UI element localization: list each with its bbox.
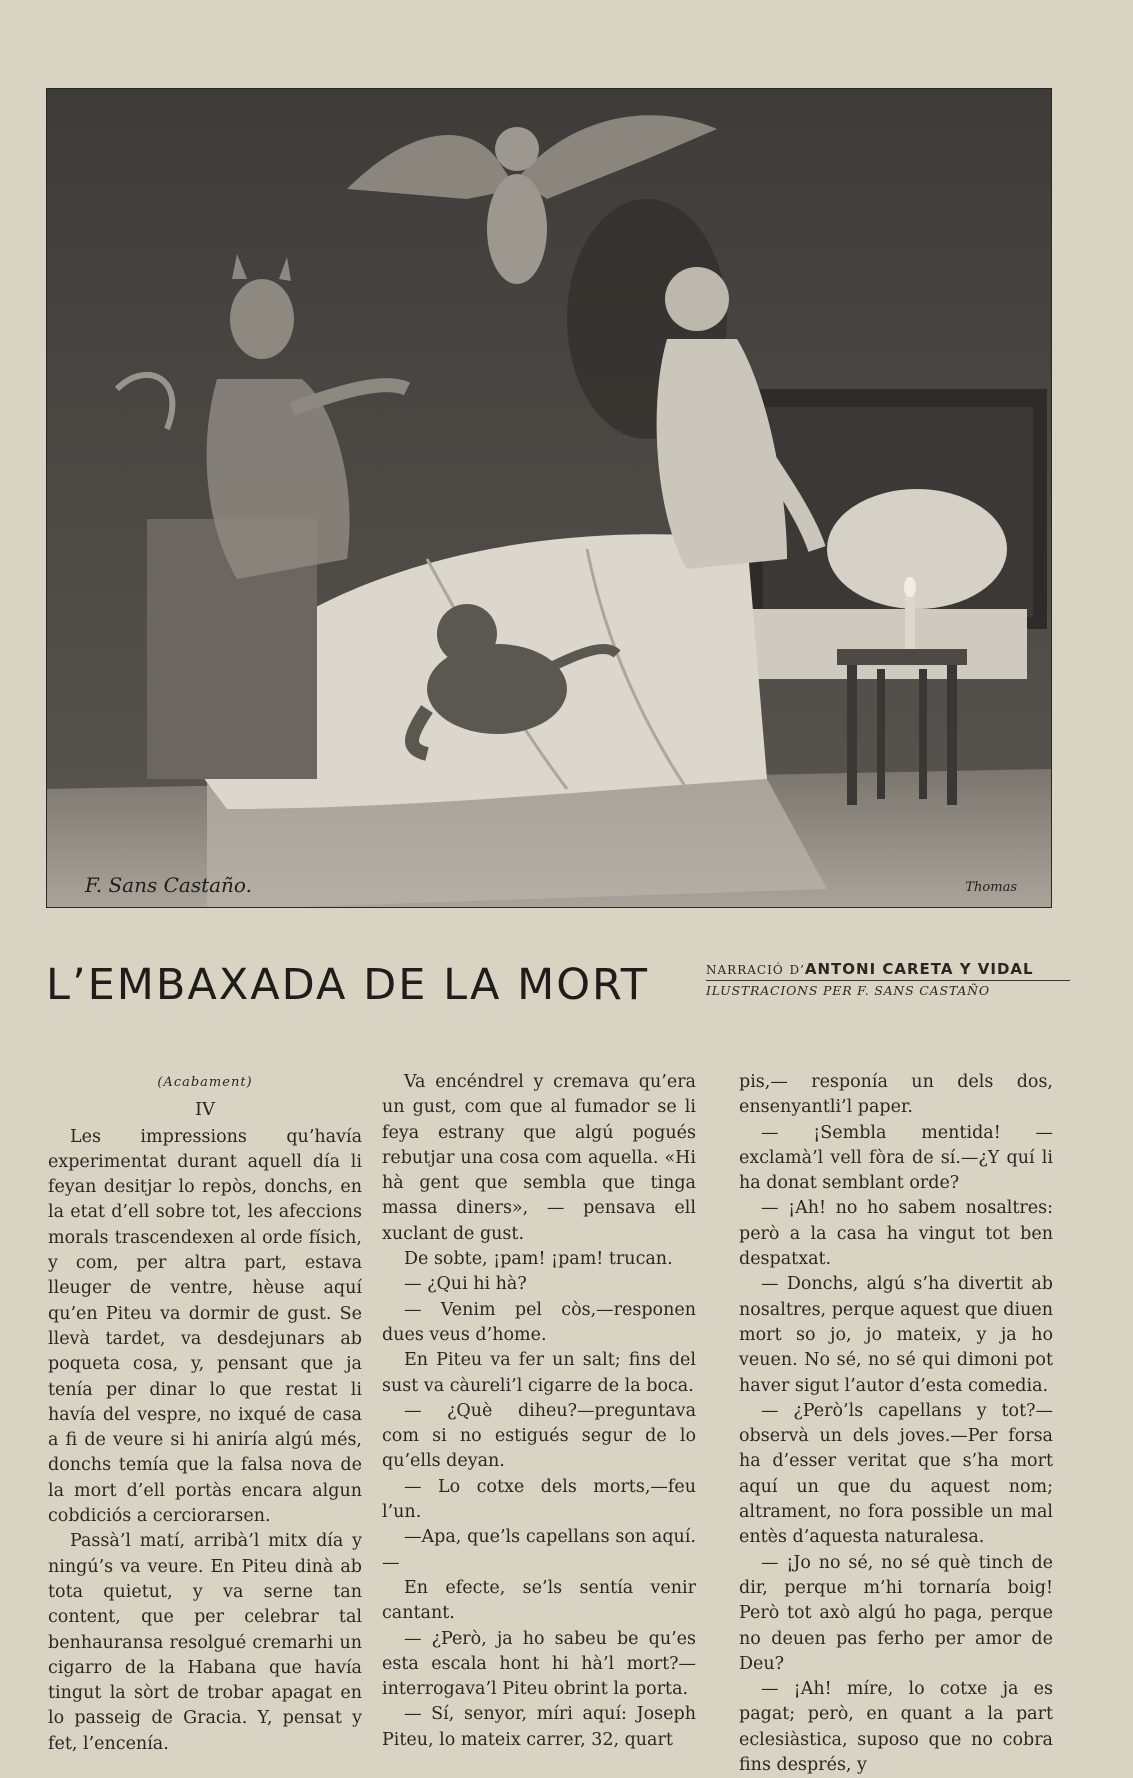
byline-d: D’: [789, 963, 805, 977]
paragraph: En Piteu va fer un salt; fins del sust va càureli’l cigarre de la boca.: [382, 1350, 696, 1396]
byline-prefix: NARRACIÓ: [706, 963, 784, 977]
paragraph: Va encéndrel y cremava qu’era un gust, com que al fumador se li feya estrany que algú pogués rebutjar una cosa com aquella. «Hi hà gent que sembla que tinga massa diners», — pensava ell xuclant de gust.: [382, 1072, 696, 1244]
paragraph: pis,— responía un dels dos, ensenyantli’l paper.: [739, 1072, 1053, 1118]
paragraph: — ¡Ah! míre, lo cotxe ja es pagat; però, en quant a la part eclesiàstica, suposo que no cobra fins després, y: [739, 1679, 1053, 1776]
illustration-scene: [47, 89, 1051, 907]
byline: [706, 960, 1080, 998]
engraver-signature: Thomas: [965, 880, 1017, 895]
paragraph: — ¿Qui hi hà?: [404, 1274, 527, 1295]
byline-rule: [706, 980, 1070, 981]
paragraph: —Apa, que’ls capellans son aquí.—: [382, 1527, 696, 1573]
illustration: [46, 88, 1052, 908]
paragraph: — Sí, senyor, míri aquí: Joseph Piteu, lo mateix carrer, 32, quart: [382, 1704, 696, 1750]
paragraph: Passà’l matí, arribà’l mitx día y ningú’s va veure. En Piteu dinà ab tota quietut, y va serne tan content, que per celebrar tal benhauransa resolgué cremarhi un cigarro de la Habana que havía tingut la sòrt de trobar apagat en lo passeig de Gracia. Y, pensat y fet, l’encenía.: [48, 1531, 362, 1754]
paragraph: — Donchs, algú s’ha divertit ab nosaltres, perque aquest que diuen mort so jo, jo mateix, y ja ho veuen. No sé, no sé qui dimoni pot haver sigut l’autor d’esta comedia.: [739, 1274, 1053, 1396]
paragraph: — ¡Ah! no ho sabem nosaltres: però a la casa ha vingut tot ben despatxat.: [739, 1198, 1053, 1270]
subtitle: (Acabament): [157, 1075, 253, 1090]
author-name: ANTONI CARETA Y VIDAL: [804, 960, 1034, 978]
paragraph: — ¡Sembla mentida! — exclamà’l vell fòra de sí.—¿Y quí li ha donat semblant orde?: [739, 1122, 1053, 1194]
paragraph: Les impressions qu’havía experimentat durant aquell día li feyan desitjar lo repòs, donchs, en la etat d’ell sobre tot, les afeccions morals trascendexen al orde físich, y com, per altra part, estava lleuger de ventre, hèuse aquí qu’en Piteu va dormir de gust. Se llevà tardet, va desdejunars ab poqueta cosa, y, pensant que ja tenía per dinar lo que restat li havía del vespre, no ixqué de casa a fi de veure si hi aniría algú més, donchs temía que la falsa nova de la mort d’ell portàs encara algun cobdiciós a cerciorarsen.: [48, 1126, 362, 1527]
paragraph: — ¿Però’ls capellans y tot?—observà un dels joves.—Per forsa ha d’esser veritat que s’ha mort aquí un que du aquest nom; altrament, no fora possible un mal entès d’aquesta naturalesa.: [739, 1400, 1053, 1548]
paragraph: En efecte, se’ls sentía venir cantant.: [382, 1577, 696, 1624]
article-title: L’EMBAXADA DE LA MORT: [46, 960, 650, 1010]
paragraph: — ¡Jo no sé, no sé què tinch de dir, perque m’hi tornaría boig! Però tot axò algú ho paga, perque no deuen pas ferho per amor de Deu?: [739, 1552, 1053, 1674]
paragraph: — ¿Però, ja ho sabeu be qu’es esta escala hont hi hà’l mort?—interrogava’l Piteu obrint la porta.: [382, 1628, 696, 1700]
column-3: [739, 1070, 1053, 1778]
illustrator-signature: F. Sans Castaño.: [85, 873, 252, 897]
column-1: [48, 1070, 362, 1757]
illustrations-credit: ILUSTRACIONS PER F. SANS CASTAÑO: [706, 983, 990, 998]
column-2: [382, 1070, 696, 1753]
paragraph: — Venim pel còs,—responen dues veus d’home.: [382, 1299, 696, 1345]
paragraph: De sobte, ¡pam! ¡pam! trucan.: [404, 1249, 673, 1270]
paragraph: — ¿Què diheu?—preguntava com si no estigués segur de lo qu’ells deyan.: [382, 1400, 696, 1472]
section-number: IV: [194, 1099, 216, 1121]
paragraph: — Lo cotxe dels morts,—feu l’un.: [382, 1476, 696, 1523]
